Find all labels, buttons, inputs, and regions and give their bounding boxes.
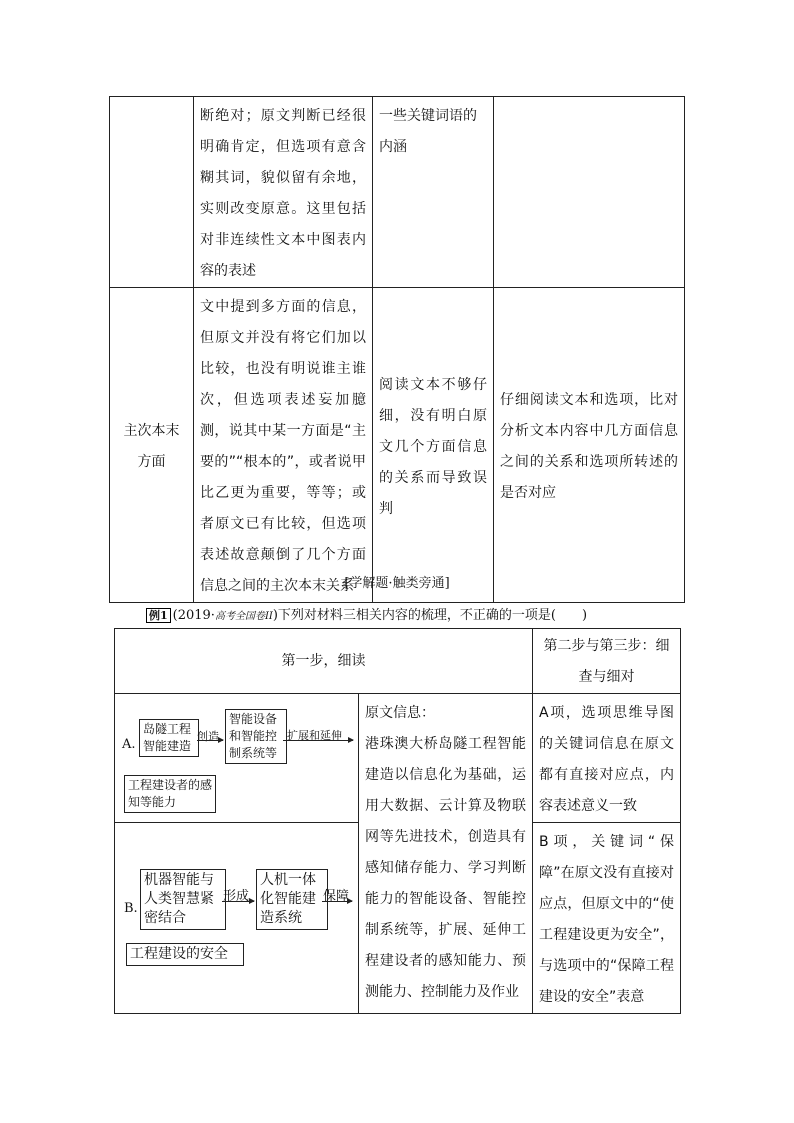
table-row (110, 288, 685, 603)
analysis-a-cell: A项，选项思维导图的关键词信息在原文都有直接对应点，内容表述意义一致 (533, 694, 681, 823)
option-b-box-3: 工程建设的安全 (126, 943, 244, 966)
option-b-arrow-1-label: 形成 (223, 889, 250, 904)
error-description-cell: 断绝对；原文判断已经很明确肯定，但选项有意含糊其词，貌似留有余地，实则改变原意。这里包括对非连续性文本中图表内容的表述 (194, 97, 373, 288)
question-source: 高考全国卷II (214, 611, 273, 622)
option-b-box-1: 机器智能与人类智慧紧密结合 (140, 869, 226, 930)
arrow-right-icon (322, 901, 352, 902)
table-row (110, 97, 685, 288)
section-heading: [学解题·触类旁通] (344, 576, 450, 591)
example-badge: 例1 (146, 608, 171, 623)
option-a-diagram (115, 694, 359, 823)
table-header-row (115, 629, 681, 694)
cause-cell: 阅读文本不够仔细，没有明白原文几个方面信息的关系而导致误判 (373, 288, 494, 603)
option-a-box-2: 智能设备和智能控制系统等 (225, 709, 287, 764)
question-stem (146, 604, 587, 623)
option-b-box-2: 人机一体化智能建造系统 (256, 869, 328, 930)
cause-cell: 一些关键词语的内涵 (373, 97, 494, 288)
original-text-cell (359, 694, 533, 1014)
option-a-box-3: 工程建设者的感知等能力 (124, 775, 216, 813)
error-description-cell: 文中提到多方面的信息，但原文并没有将它们加以比较，也没有明说谁主谁次，但选项表述妄加臆测，说其中某一方面是“主要的”“根本的”，或者说甲比乙更为重要，等等；或者原文已有比较，但选项表述故意颠倒了几个方面信息之间的主次本末关系 (194, 288, 373, 603)
arrow-right-icon (222, 901, 254, 902)
analysis-b-cell: B项，关键词“保障”在原文没有直接对应点，但原文中的“使工程建设更为安全”，与选项中的“保障工程建设的安全”表意 (533, 823, 681, 1014)
option-a-row (115, 694, 681, 823)
option-b-letter: B. (124, 901, 138, 916)
step23-header: 第二步与第三步：细查与细对 (533, 629, 681, 694)
option-b-diagram (115, 823, 359, 1014)
option-a-box-1: 岛隧工程智能建造 (139, 719, 199, 757)
option-a-letter: A. (122, 737, 136, 752)
method-cell: 仔细阅读文本和选项，比对分析文本内容中几方面信息之间的关系和选项所转述的是否对应 (494, 288, 685, 603)
category-line-2: 方面 (137, 454, 166, 470)
original-label: 原文信息： (365, 705, 435, 721)
step1-header: 第一步，细读 (115, 629, 533, 694)
option-a-arrow-2-label: 扩展和延伸 (287, 729, 342, 742)
method-table (109, 96, 685, 603)
question-prefix: (2019· (172, 608, 215, 623)
original-text: 港珠澳大桥岛隧工程智能建造以信息化为基础，运用大数据、云计算及物联网等先进技术，创造具有感知储存能力、学习判断能力的智能设备、智能控制系统等，扩展、延伸工程建设者的感知能力、预测能力、控制能力及作业 (365, 736, 526, 1000)
question-text: )下列对材料三相关内容的梳理，不正确的一项是( ) (272, 608, 588, 623)
category-cell (110, 288, 194, 603)
option-a-arrow-1-label: 创造 (197, 730, 219, 743)
category-line-1: 主次本末 (123, 423, 180, 439)
arrow-right-icon (197, 740, 223, 741)
table-cell (110, 97, 194, 288)
example-table (114, 628, 681, 1014)
method-cell (494, 97, 685, 288)
option-b-arrow-2-label: 保障 (323, 889, 350, 904)
arrow-right-icon (283, 740, 353, 741)
